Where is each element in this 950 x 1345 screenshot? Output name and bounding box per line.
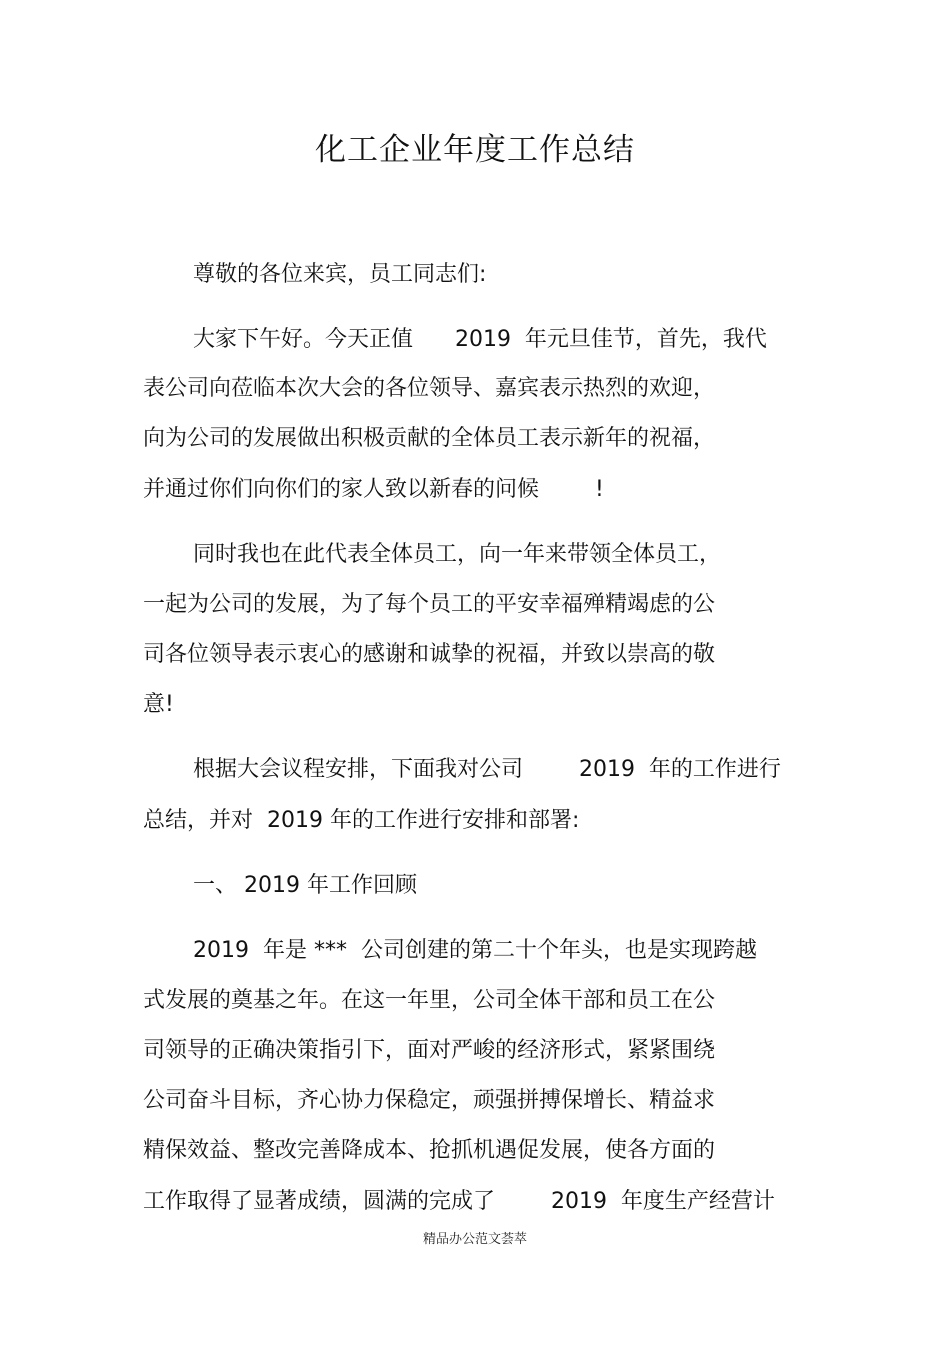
paragraph-1-line-1: 大家下午好。今天正值 2019 年元旦佳节，首先，我代 — [193, 327, 767, 352]
document-title: 化工企业年度工作总结 — [315, 132, 635, 168]
paragraph-4-line-4: 公司奋斗目标，齐心协力保稳定，顽强拼搏保增长、精益求 — [143, 1088, 716, 1113]
section-heading: 一、 2019 年工作回顾 — [193, 873, 417, 898]
paragraph-2-line-4: 意! — [143, 692, 174, 717]
paragraph-1-line-3: 向为公司的发展做出积极贡献的全体员工表示新年的祝福， — [143, 426, 716, 451]
paragraph-4-line-5: 精保效益、整改完善降成本、抢抓机遇促发展，使各方面的 — [143, 1138, 716, 1163]
page-footer: 精品办公范文荟萃 — [422, 1232, 527, 1247]
paragraph-2-line-3: 司各位领导表示衷心的感谢和诚挚的祝福，并致以崇高的敬 — [143, 642, 716, 667]
paragraph-1-line-4: 并通过你们向你们的家人致以新春的问候 ! — [143, 477, 604, 502]
paragraph-2-line-1: 同时我也在此代表全体员工，向一年来带领全体员工， — [193, 542, 722, 567]
salutation-line: 尊敬的各位来宾，员工同志们: — [193, 262, 487, 287]
paragraph-3-line-2: 总结，并对 2019 年的工作进行安排和部署: — [143, 808, 580, 833]
paragraph-4-line-6: 工作取得了显著成绩，圆满的完成了 2019 年度生产经营计 — [143, 1189, 775, 1214]
paragraph-4-line-3: 司领导的正确决策指引下，面对严峻的经济形式，紧紧围绕 — [143, 1038, 716, 1063]
paragraph-4-line-1: 2019 年是 *** 公司创建的第二十个年头，也是实现跨越 — [193, 938, 757, 963]
paragraph-1-line-2: 表公司向莅临本次大会的各位领导、嘉宾表示热烈的欢迎， — [143, 376, 716, 401]
paragraph-2-line-2: 一起为公司的发展，为了每个员工的平安幸福殚精竭虑的公 — [143, 592, 716, 617]
paragraph-3-line-1: 根据大会议程安排，下面我对公司 2019 年的工作进行 — [193, 757, 781, 782]
paragraph-4-line-2: 式发展的奠基之年。在这一年里，公司全体干部和员工在公 — [143, 988, 716, 1013]
